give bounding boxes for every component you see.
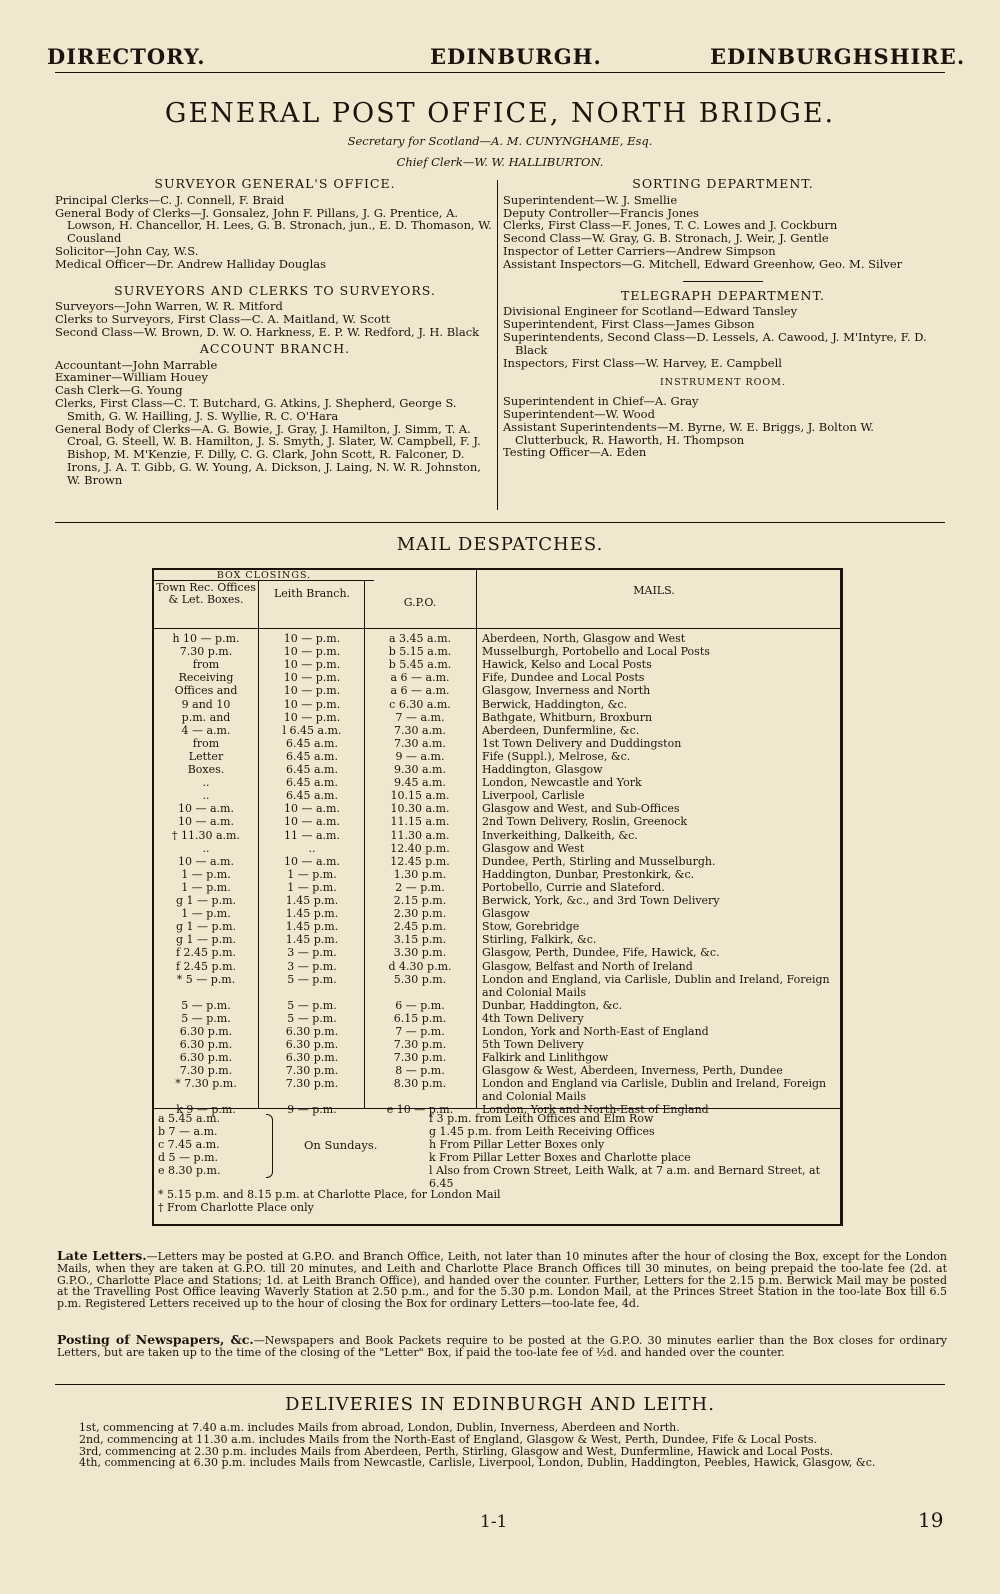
- town-time-cell: from: [192, 736, 220, 750]
- sorting-heading: SORTING DEPARTMENT.: [632, 176, 814, 191]
- leith-time-cell: 6.30 p.m.: [285, 1037, 339, 1051]
- leith-time-cell: 10 — p.m.: [283, 632, 341, 645]
- mails-cell: Hawick, Kelso and Local Posts: [482, 658, 652, 672]
- sundays-label: On Sundays.: [304, 1138, 378, 1152]
- late-letters-text: —Letters may be posted at G.P.O. and Branch Office, Leith, not later than 10 minutes after the hour of closing the Box, except for the London Mails, when they are taken at G.P.O. till 20 minutes, and Leith and Charlotte Place Branch Offices till 30 minutes, on being prepaid the too-late fee (2d. at G.P.O., Charlotte Place and Stations; 1d. at Leith Branch Office), and handed over the counter. Further, Letters for the 2.15 p.m. Berwick Mail may be posted at the Travelling Post Office leaving Waverly Station at 2.50 p.m., and for the 5.30 p.m. London Mail, at the Princes Street Station in the too-late Box till 6.5 p.m. Registered Letters received up to the hour of closing the Box for ordinary Letters—too-late fee, 4d.: [57, 1250, 947, 1311]
- table-row: [154, 972, 840, 999]
- gpo-time-cell: c 6.30 a.m.: [389, 697, 451, 711]
- gpo-time-cell: 7.30 p.m.: [393, 1051, 447, 1064]
- mails-cell: Bathgate, Whitburn, Broxburn: [482, 710, 653, 724]
- col-mails-header: MAILS.: [633, 584, 675, 597]
- column-divider: [497, 180, 498, 510]
- footnote: † From Charlotte Place only: [158, 1201, 314, 1214]
- footnotes-right: [429, 1112, 829, 1190]
- deliveries-list: [57, 1422, 947, 1469]
- surveyors-line: Surveyors—John Warren, W. R. Mitford: [55, 299, 283, 314]
- mail-despatches-heading: MAIL DESPATCHES.: [396, 534, 604, 555]
- mails-cell: Inverkeithing, Dalkeith, &c.: [482, 828, 638, 842]
- sorting-line: Second Class—W. Gray, G. B. Stronach, J. Weir, J. Gentle: [503, 231, 829, 246]
- table-row: [154, 684, 840, 697]
- gpo-time-cell: 3.30 p.m.: [393, 946, 447, 960]
- sunday-time: d 5 — p.m.: [158, 1151, 218, 1164]
- table-row: [154, 645, 840, 658]
- leith-time-cell: 6.45 a.m.: [286, 736, 338, 750]
- instrument-line: Superintendent in Chief—A. Gray: [503, 394, 699, 409]
- footnote: h From Pillar Letter Boxes only: [429, 1138, 605, 1151]
- footnote: * 5.15 p.m. and 8.15 p.m. at Charlotte Place, for London Mail: [158, 1188, 501, 1201]
- town-time-cell: 9 and 10: [181, 697, 231, 711]
- gpo-time-cell: 7.30 p.m.: [393, 1037, 447, 1051]
- mails-cell: Haddington, Dunbar, Prestonkirk, &c.: [482, 867, 695, 881]
- mails-cell: Berwick, Haddington, &c.: [482, 697, 628, 711]
- leith-time-cell: 10 — p.m.: [283, 658, 341, 672]
- table-row: [154, 1038, 840, 1051]
- left-column: [55, 174, 495, 487]
- town-time-cell: g 1 — p.m.: [176, 920, 236, 934]
- telegraph-line: Superintendents, Second Class—D. Lessels, A. Cawood, J. M'Intyre, F. D. Black: [503, 329, 927, 357]
- mails-cell: Glasgow and West, and Sub-Offices: [482, 802, 680, 816]
- gpo-time-cell: 10.30 a.m.: [390, 802, 450, 816]
- town-time-cell: Letter: [188, 749, 224, 763]
- leith-time-cell: 6.45 a.m.: [286, 789, 338, 803]
- town-time-cell: f 2.45 p.m.: [175, 959, 237, 973]
- account-line: Examiner—William Houey: [55, 370, 208, 385]
- instrument-line: Assistant Superintendents—M. Byrne, W. E. Briggs, J. Bolton W. Clutterbuck, R. Haworth, H. Thompson: [503, 419, 874, 447]
- table-row: [154, 855, 840, 868]
- gpo-time-cell: 5.30 p.m.: [393, 972, 447, 986]
- table-row: [154, 907, 840, 920]
- mails-cell: Aberdeen, North, Glasgow and West: [482, 632, 686, 645]
- town-time-cell: 5 — p.m.: [181, 998, 231, 1012]
- footnote: g 1.45 p.m. from Leith Receiving Offices: [429, 1125, 655, 1138]
- sorting-line: Assistant Inspectors—G. Mitchell, Edward Greenhow, Geo. M. Silver: [503, 256, 903, 271]
- town-time-cell: * 7.30 p.m.: [175, 1077, 237, 1091]
- leith-time-cell: 3 — p.m.: [287, 959, 337, 973]
- running-head-right: EDINBURGHSHIRE.: [710, 44, 966, 69]
- account-line: General Body of Clerks—A. G. Bowie, J. Gray, J. Hamilton, J. Simm, T. A. Croal, G. Steell, W. B. Hamilton, J. S. Smyth, J. Slater, W. Campbell, F. J. Bishop, M. M'Kenzie, F. Dilly, C. G. Clark, John Scott, R. Falconer, D. Irons, J. A. T. Gibb, G. W. Young, A. Dickson, J. Laing, N. W. R. Johnston, W. Brown: [55, 421, 481, 487]
- town-time-cell: Offices and: [174, 684, 238, 698]
- mails-cell: Glasgow: [482, 907, 530, 921]
- mails-cell: 5th Town Delivery: [482, 1037, 584, 1051]
- posting-text: —Newspapers and Book Packets require to be posted at the G.P.O. 30 minutes earlier than the Box closes for ordinary Letters, but are taken up to the time of the closing of the "Letter" Box, if paid the too-late fee of ½d. and handed over the counter.: [57, 1334, 947, 1359]
- town-time-cell: 1 — p.m.: [181, 907, 231, 921]
- gpo-time-cell: 6 — p.m.: [395, 998, 445, 1012]
- col-leith-header: Leith Branch.: [273, 587, 351, 600]
- gpo-time-cell: 3.15 p.m.: [393, 933, 447, 947]
- mails-cell: Stirling, Falkirk, &c.: [482, 933, 597, 947]
- telegraph-line: Inspectors, First Class—W. Harvey, E. Campbell: [503, 355, 782, 370]
- surveyors-line: Second Class—W. Brown, D. W. O. Harkness, E. P. W. Redford, J. H. Black: [55, 324, 480, 339]
- account-line: Clerks, First Class—C. T. Butchard, G. Atkins, J. Shepherd, George S. Smith, G. W. Hailling, J. S. Wyllie, R. C. O'Hara: [55, 395, 457, 423]
- leith-time-cell: 11 — a.m.: [284, 828, 340, 842]
- gpo-time-cell: a 3.45 a.m.: [388, 632, 452, 645]
- gpo-time-cell: 7.30 a.m.: [394, 736, 446, 750]
- gpo-time-cell: 7.30 a.m.: [394, 723, 446, 737]
- leith-time-cell: l 6.45 a.m.: [282, 723, 342, 737]
- table-row: [154, 933, 840, 946]
- header-rule: [55, 72, 945, 73]
- leith-time-cell: 10 — a.m.: [284, 815, 340, 829]
- leith-time-cell: 5 — p.m.: [287, 972, 337, 986]
- leith-time-cell: 1.45 p.m.: [285, 933, 339, 947]
- mails-cell: London and England via Carlisle, Dublin and Ireland, Foreign and Colonial Mails: [482, 1077, 827, 1104]
- leith-time-cell: ..: [308, 841, 316, 855]
- mails-cell: Fife, Dundee and Local Posts: [482, 671, 645, 685]
- col-town-header: Town Rec. Offices & Let. Boxes.: [156, 581, 256, 606]
- running-head-center: EDINBURGH.: [430, 44, 602, 69]
- table-row: [154, 868, 840, 881]
- account-line: Accountant—John Marrable: [55, 357, 218, 372]
- mails-cell: Glasgow, Inverness and North: [482, 684, 651, 698]
- mails-cell: London, York and North-East of England: [482, 1103, 709, 1117]
- town-time-cell: 7.30 p.m.: [179, 1064, 233, 1078]
- sunday-time: b 7 — a.m.: [158, 1125, 218, 1138]
- mails-cell: London, Newcastle and York: [482, 776, 642, 790]
- col-gpo-header: G.P.O.: [403, 596, 437, 609]
- telegraph-line: Divisional Engineer for Scotland—Edward Tansley: [503, 304, 798, 319]
- footnotes-bottom: [158, 1188, 501, 1214]
- town-time-cell: 10 — a.m.: [178, 854, 234, 868]
- leith-time-cell: 10 — a.m.: [284, 802, 340, 816]
- signature-mark: 1-1: [480, 1512, 508, 1532]
- table-row: [154, 1012, 840, 1025]
- leith-time-cell: 6.30 p.m.: [285, 1024, 339, 1038]
- running-head-left: DIRECTORY.: [47, 44, 206, 69]
- chief-clerk-line: Chief Clerk—W. W. HALLIBURTON.: [396, 155, 604, 169]
- sunday-time: e 8.30 p.m.: [158, 1164, 221, 1177]
- leith-time-cell: 10 — a.m.: [284, 854, 340, 868]
- leith-time-cell: 9 — p.m.: [287, 1103, 337, 1117]
- account-line: Cash Clerk—G. Young: [55, 383, 183, 398]
- table-row: [154, 999, 840, 1012]
- sorting-line: Deputy Controller—Francis Jones: [503, 205, 699, 220]
- leith-time-cell: 10 — p.m.: [283, 684, 341, 698]
- table-row: [154, 946, 840, 959]
- town-time-cell: 1 — p.m.: [181, 867, 231, 881]
- town-time-cell: † 11.30 a.m.: [172, 828, 240, 842]
- sunday-time: c 7.45 a.m.: [158, 1138, 220, 1151]
- gpo-time-cell: 9.45 a.m.: [394, 776, 446, 790]
- leith-time-cell: 10 — p.m.: [283, 710, 341, 724]
- delivery-line: 2nd, commencing at 11.30 a.m. includes Mails from the North-East of England, Glasgow & West, Perth, Dundee, Fife & Local Posts.: [79, 1432, 817, 1446]
- mails-cell: Falkirk and Linlithgow: [482, 1051, 609, 1064]
- box-closings-header: BOX CLOSINGS.: [154, 570, 374, 581]
- town-time-cell: h 10 — p.m.: [172, 632, 240, 645]
- gpo-time-cell: 8.30 p.m.: [393, 1077, 447, 1091]
- gpo-time-cell: 1.30 p.m.: [393, 867, 447, 881]
- account-heading: ACCOUNT BRANCH.: [199, 340, 351, 356]
- instrument-line: Superintendent—W. Wood: [503, 406, 655, 421]
- leith-time-cell: 6.30 p.m.: [285, 1051, 339, 1064]
- gpo-time-cell: 12.45 p.m.: [390, 854, 450, 868]
- table-row: [154, 1077, 840, 1104]
- town-time-cell: 6.30 p.m.: [179, 1037, 233, 1051]
- surveyor-line: Principal Clerks—C. J. Connell, F. Braid: [55, 192, 285, 207]
- gpo-time-cell: a 6 — a.m.: [390, 671, 450, 685]
- surveyor-line: Solicitor—John Cay, W.S.: [55, 243, 199, 258]
- posting-label: Posting of Newspapers, &c.: [57, 1332, 254, 1347]
- town-time-cell: 4 — a.m.: [181, 723, 231, 737]
- town-time-cell: Receiving: [178, 671, 234, 685]
- mails-cell: Glasgow, Perth, Dundee, Fife, Hawick, &c.: [482, 946, 720, 960]
- mails-cell: 1st Town Delivery and Duddingston: [482, 736, 682, 750]
- table-row: [154, 802, 840, 815]
- town-time-cell: 10 — a.m.: [178, 815, 234, 829]
- table-row: [154, 1025, 840, 1038]
- leith-time-cell: 1.45 p.m.: [285, 894, 339, 907]
- mail-despatches-table: [152, 568, 843, 1226]
- town-time-cell: f 2.45 p.m.: [175, 946, 237, 960]
- leith-time-cell: 10 — p.m.: [283, 697, 341, 711]
- table-row: [154, 658, 840, 671]
- table-row: [154, 829, 840, 842]
- mails-cell: Dunbar, Haddington, &c.: [482, 998, 623, 1012]
- town-time-cell: 6.30 p.m.: [179, 1051, 233, 1064]
- table-row: [154, 1051, 840, 1064]
- surveyor-line: Medical Officer—Dr. Andrew Halliday Douglas: [55, 256, 327, 271]
- footnote: l Also from Crown Street, Leith Walk, at 7 a.m. and Bernard Street, at 6.45: [429, 1164, 821, 1190]
- mails-cell: Glasgow and West: [482, 841, 585, 855]
- table-row: [154, 737, 840, 750]
- gpo-time-cell: 12.40 p.m.: [390, 841, 450, 855]
- mails-cell: London, York and North-East of England: [482, 1024, 709, 1038]
- table-row: [154, 1064, 840, 1077]
- gpo-time-cell: a 6 — a.m.: [390, 684, 450, 698]
- mails-cell: Haddington, Glasgow: [482, 763, 603, 776]
- gpo-time-cell: 2.30 p.m.: [393, 907, 447, 921]
- mails-cell: Portobello, Currie and Slateford.: [482, 880, 665, 894]
- leith-time-cell: 5 — p.m.: [287, 998, 337, 1012]
- gpo-time-cell: 7 — p.m.: [395, 1024, 445, 1038]
- sundays-brace: [266, 1114, 273, 1178]
- section-rule: [55, 1384, 945, 1385]
- gpo-time-cell: 11.30 a.m.: [390, 828, 450, 842]
- page-title: GENERAL POST OFFICE, NORTH BRIDGE.: [164, 98, 836, 129]
- header-divider: [154, 628, 840, 629]
- town-time-cell: 6.30 p.m.: [179, 1024, 233, 1038]
- leith-time-cell: 1 — p.m.: [287, 880, 337, 894]
- table-row: [154, 632, 840, 645]
- gpo-time-cell: e 10 — p.m.: [386, 1103, 454, 1117]
- telegraph-line: Superintendent, First Class—James Gibson: [503, 317, 755, 332]
- gpo-time-cell: 2.45 p.m.: [393, 920, 447, 934]
- town-time-cell: p.m. and: [181, 710, 231, 724]
- delivery-line: 3rd, commencing at 2.30 p.m. includes Mails from Aberdeen, Perth, Stirling, Glasgow and West, Dunfermline, Hawick and Local Posts.: [79, 1444, 834, 1458]
- leith-time-cell: 1.45 p.m.: [285, 907, 339, 921]
- page-number: 19: [918, 1508, 944, 1532]
- gpo-time-cell: 10.15 a.m.: [390, 789, 450, 803]
- deliveries-heading: DELIVERIES IN EDINBURGH AND LEITH.: [285, 1394, 715, 1415]
- leith-time-cell: 6.45 a.m.: [286, 763, 338, 776]
- table-row: [154, 763, 840, 776]
- gpo-time-cell: 2.15 p.m.: [393, 894, 447, 907]
- gpo-time-cell: d 4.30 p.m.: [388, 959, 452, 973]
- table-row: [154, 776, 840, 789]
- town-time-cell: ..: [202, 841, 210, 855]
- table-row: [154, 724, 840, 737]
- leith-time-cell: 7.30 p.m.: [285, 1077, 339, 1091]
- surveyor-line: General Body of Clerks—J. Gonsalez, John F. Pillans, J. G. Prentice, A. Lowson, H. Chancellor, H. Lees, G. B. Stronach, jun., E. D. Thomason, W. Cousland: [55, 205, 492, 246]
- surveyors-line: Clerks to Surveyors, First Class—C. A. Maitland, W. Scott: [55, 312, 391, 327]
- leith-time-cell: 6.45 a.m.: [286, 776, 338, 790]
- gpo-time-cell: b 5.45 a.m.: [388, 658, 452, 672]
- gpo-time-cell: b 5.15 a.m.: [388, 645, 452, 659]
- town-time-cell: 7.30 p.m.: [179, 645, 233, 659]
- mails-cell: Aberdeen, Dunfermline, &c.: [482, 723, 640, 737]
- town-time-cell: * 5 — p.m.: [176, 972, 236, 986]
- surveyors-heading: SURVEYORS AND CLERKS TO SURVEYORS.: [114, 282, 436, 298]
- leith-time-cell: 3 — p.m.: [287, 946, 337, 960]
- gpo-time-cell: 9 — a.m.: [395, 749, 445, 763]
- footnote: f 3 p.m. from Leith Offices and Elm Row: [429, 1112, 654, 1125]
- leith-time-cell: 1 — p.m.: [287, 867, 337, 881]
- leith-time-cell: 10 — p.m.: [283, 645, 341, 659]
- gpo-time-cell: 8 — p.m.: [395, 1064, 445, 1078]
- sunday-time: a 5.45 a.m.: [158, 1112, 221, 1125]
- table-row: [154, 789, 840, 802]
- table-row: [154, 894, 840, 907]
- footnote: k From Pillar Letter Boxes and Charlotte place: [429, 1151, 691, 1164]
- table-row: [154, 698, 840, 711]
- town-time-cell: from: [192, 658, 220, 672]
- table-row: [154, 750, 840, 763]
- town-time-cell: k 9 — p.m.: [176, 1103, 236, 1117]
- late-letters-paragraph: [57, 1250, 947, 1310]
- table-row: [154, 881, 840, 894]
- sorting-line: Inspector of Letter Carriers—Andrew Simpson: [503, 243, 776, 258]
- sorting-line: Superintendent—W. J. Smellie: [503, 192, 678, 207]
- gpo-time-cell: 9.30 a.m.: [394, 763, 446, 776]
- secretary-line: Secretary for Scotland—A. M. CUNYNGHAME, Esq.: [347, 134, 653, 148]
- leith-time-cell: 10 — p.m.: [283, 671, 341, 685]
- short-rule: [683, 281, 763, 282]
- town-time-cell: ..: [202, 776, 210, 790]
- leith-time-cell: 7.30 p.m.: [285, 1064, 339, 1078]
- telegraph-heading: TELEGRAPH DEPARTMENT.: [621, 287, 825, 303]
- town-time-cell: Boxes.: [187, 763, 225, 776]
- town-time-cell: 10 — a.m.: [178, 802, 234, 816]
- leith-time-cell: 6.45 a.m.: [286, 749, 338, 763]
- mails-cell: Dundee, Perth, Stirling and Musselburgh.: [482, 854, 716, 868]
- mails-cell: Fife (Suppl.), Melrose, &c.: [482, 749, 631, 763]
- mails-cell: Glasgow & West, Aberdeen, Inverness, Perth, Dundee: [482, 1064, 783, 1078]
- gpo-time-cell: 11.15 a.m.: [390, 815, 450, 829]
- mails-cell: 4th Town Delivery: [482, 1011, 584, 1025]
- section-rule: [55, 522, 945, 523]
- mails-cell: Musselburgh, Portobello and Local Posts: [482, 645, 710, 659]
- gpo-time-cell: 2 — p.m.: [395, 880, 445, 894]
- table-row: [154, 711, 840, 724]
- table-row: [154, 920, 840, 933]
- instrument-heading: INSTRUMENT ROOM.: [660, 377, 786, 389]
- town-time-cell: ..: [202, 789, 210, 803]
- instrument-line: Testing Officer—A. Eden: [503, 445, 647, 460]
- sundays-list: [158, 1112, 220, 1177]
- mails-cell: Liverpool, Carlisle: [482, 789, 585, 803]
- posting-paragraph: [57, 1334, 947, 1359]
- mails-cell: 2nd Town Delivery, Roslin, Greenock: [482, 815, 688, 829]
- gpo-time-cell: 7 — a.m.: [395, 710, 445, 724]
- mails-cell: Stow, Gorebridge: [482, 920, 580, 934]
- surveyor-heading: SURVEYOR GENERAL'S OFFICE.: [154, 176, 396, 191]
- leith-time-cell: 5 — p.m.: [287, 1011, 337, 1025]
- leith-time-cell: 1.45 p.m.: [285, 920, 339, 934]
- town-time-cell: g 1 — p.m.: [176, 894, 236, 907]
- table-row: [154, 671, 840, 684]
- table-row: [154, 960, 840, 973]
- mails-cell: London and England, via Carlisle, Dublin and Ireland, Foreign and Colonial Mails: [482, 972, 830, 999]
- town-time-cell: 5 — p.m.: [181, 1011, 231, 1025]
- town-time-cell: 1 — p.m.: [181, 880, 231, 894]
- late-letters-label: Late Letters.: [57, 1248, 147, 1263]
- sorting-line: Clerks, First Class—F. Jones, T. C. Lowes and J. Cockburn: [503, 218, 838, 233]
- mails-cell: Glasgow, Belfast and North of Ireland: [482, 959, 693, 973]
- mails-cell: Berwick, York, &c., and 3rd Town Delivery: [482, 894, 720, 907]
- table-row: [154, 842, 840, 855]
- delivery-line: 4th, commencing at 6.30 p.m. includes Mails from Newcastle, Carlisle, Liverpool, London, Dublin, Haddington, Peebles, Hawick, Glasgow, &c.: [79, 1456, 876, 1470]
- town-time-cell: g 1 — p.m.: [176, 933, 236, 947]
- table-row: [154, 815, 840, 828]
- gpo-time-cell: 6.15 p.m.: [393, 1011, 447, 1025]
- delivery-line: 1st, commencing at 7.40 a.m. includes Mails from abroad, London, Dublin, Inverness, Aberdeen and North.: [79, 1421, 680, 1434]
- right-column: [503, 174, 943, 459]
